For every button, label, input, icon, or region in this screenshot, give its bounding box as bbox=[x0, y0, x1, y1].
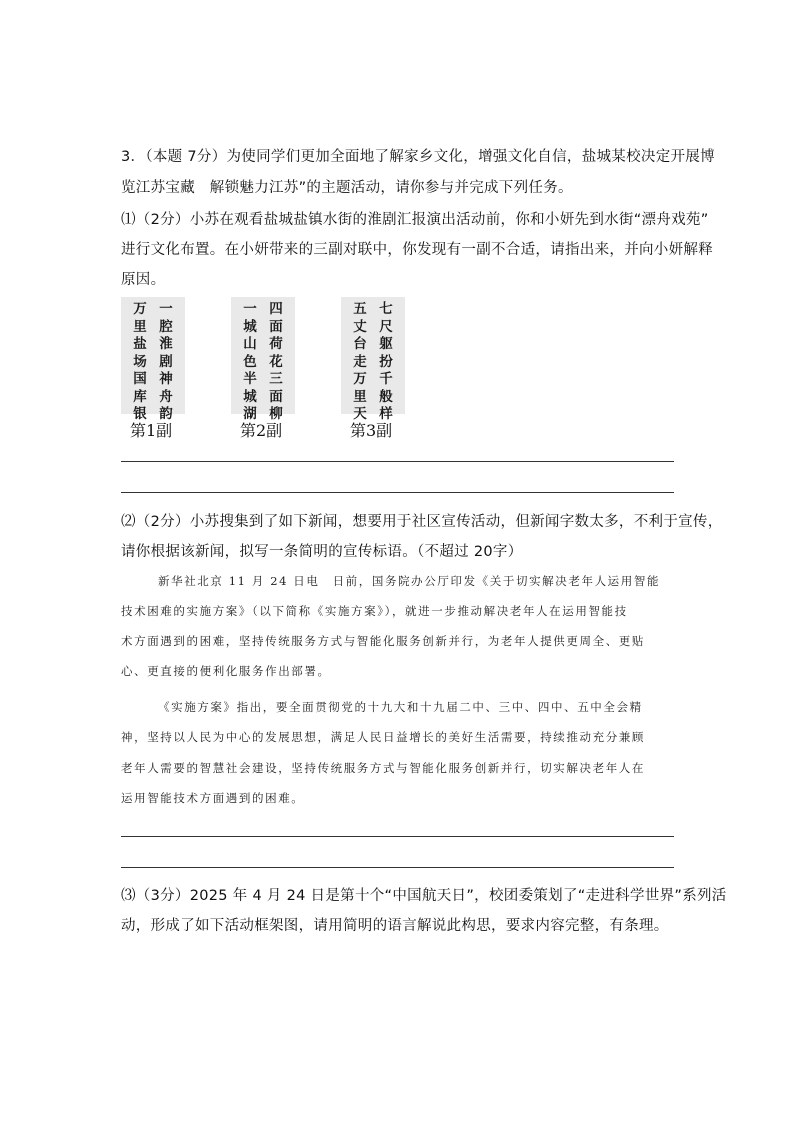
couplet-char: 荷 bbox=[269, 336, 283, 352]
couplet-char: 一 bbox=[159, 301, 173, 317]
couplet-char: 花 bbox=[269, 353, 283, 370]
couplet-char: 场 bbox=[133, 353, 147, 370]
couplet-char: 里 bbox=[353, 388, 367, 405]
couplet-caption-2: 第2副 bbox=[240, 421, 283, 440]
news-paragraph-1-line-4: 心、更直接的便利化服务作出部署。 bbox=[121, 664, 331, 678]
news-paragraph-2-line-3: 老年人需要的智慧社会建设，坚持传统服务方式与智能化服务创新并行，切实解决老年人在 bbox=[121, 761, 645, 775]
task1-line-3: 原因。 bbox=[121, 272, 166, 288]
couplet-char: 四 bbox=[269, 301, 283, 317]
couplet-char: 银 bbox=[133, 406, 147, 422]
couplet-char: 剧 bbox=[159, 353, 173, 370]
couplet-char: 般 bbox=[379, 388, 393, 405]
couplet-caption-1: 第1副 bbox=[130, 421, 173, 440]
task1-line-2: 进行文化布置。在小妍带来的三副对联中，你发现有一副不合适，请指出来，并向小妍解释 bbox=[121, 242, 713, 258]
couplet-char: 样 bbox=[379, 406, 393, 422]
news-paragraph-1-line-1: 新华社北京 11 月 24 日电 日前，国务院办公厅印发《关于切实解决老年人运用智能 bbox=[158, 574, 661, 588]
task3-line-2: 动，形成了如下活动框架图，请用简明的语言解说此构思，要求内容完整，有条理。 bbox=[121, 918, 669, 934]
couplet-char: 腔 bbox=[159, 318, 173, 335]
couplet-char: 半 bbox=[243, 371, 257, 387]
couplet-3-left-column bbox=[353, 301, 367, 422]
couplet-char: 盐 bbox=[133, 336, 147, 352]
answer-line[interactable] bbox=[121, 492, 674, 493]
couplet-caption-3: 第3副 bbox=[350, 421, 393, 440]
news-paragraph-2-line-4: 运用智能技术方面遇到的困难。 bbox=[121, 791, 305, 805]
couplet-1-left-column bbox=[133, 301, 147, 422]
couplet-3-right-column bbox=[379, 301, 393, 422]
task2-line-1: ⑵（2分）小苏搜集到了如下新闻，想要用于社区宣传活动，但新闻字数太多，不利于宣传， bbox=[121, 514, 723, 530]
couplet-char: 万 bbox=[353, 371, 367, 387]
couplet-2-left-column bbox=[243, 301, 257, 422]
couplet-char: 神 bbox=[159, 371, 173, 387]
couplet-char: 湖 bbox=[243, 406, 257, 422]
answer-line[interactable] bbox=[121, 461, 674, 462]
couplet-char: 库 bbox=[133, 388, 147, 405]
couplet-char: 万 bbox=[133, 301, 147, 317]
couplet-char: 城 bbox=[243, 388, 257, 405]
couplet-char: 柳 bbox=[269, 406, 283, 422]
task1-line-1: ⑴（2分）小苏在观看盐城盐镇水街的淮剧汇报演出活动前，你和小妍先到水街“漂舟戏苑” bbox=[121, 212, 709, 228]
couplet-char: 三 bbox=[269, 371, 283, 387]
couplet-2-right-column bbox=[269, 301, 283, 422]
couplet-image-1 bbox=[121, 297, 185, 422]
couplet-image-2 bbox=[231, 297, 295, 422]
question-intro-line-2: 览江苏宝藏 解锁魅力江苏”的主题活动，请你参与并完成下列任务。 bbox=[121, 180, 573, 196]
couplet-char: 走 bbox=[353, 353, 367, 370]
news-paragraph-2-line-1: 《实施方案》指出，要全面贯彻党的十九大和十九届二中、三中、四中、五中全会精 bbox=[158, 700, 643, 714]
couplet-char: 国 bbox=[133, 371, 147, 387]
couplet-char: 淮 bbox=[159, 336, 173, 352]
couplet-char: 丈 bbox=[353, 318, 367, 335]
couplet-char: 色 bbox=[243, 353, 257, 370]
couplet-char: 里 bbox=[133, 318, 147, 335]
couplet-char: 扮 bbox=[379, 353, 393, 370]
news-paragraph-1-line-2: 技术困难的实施方案》（以下简称《实施方案》），就进一步推动解决老年人在运用智能技 bbox=[121, 604, 628, 618]
news-paragraph-1-line-3: 术方面遇到的困难，坚持传统服务方式与智能化服务创新并行，为老年人提供更周全、更贴 bbox=[121, 634, 645, 648]
couplet-char: 五 bbox=[353, 301, 367, 317]
couplet-char: 尺 bbox=[379, 318, 393, 335]
couplet-char: 山 bbox=[243, 336, 257, 352]
couplet-image-3 bbox=[341, 297, 405, 422]
task2-line-2: 请你根据该新闻，拟写一条简明的宣传标语。（不超过 20字） bbox=[121, 544, 523, 560]
couplet-char: 韵 bbox=[159, 406, 173, 422]
question-intro-line-1: 3．（本题 7分）为使同学们更加全面地了解家乡文化，增强文化自信，盐城某校决定开展博 bbox=[121, 149, 715, 165]
couplet-char: 天 bbox=[353, 406, 367, 422]
couplet-char: 舟 bbox=[159, 388, 173, 405]
couplet-char: 千 bbox=[379, 371, 393, 387]
couplet-char: 面 bbox=[269, 318, 283, 335]
answer-line[interactable] bbox=[121, 836, 674, 837]
answer-line[interactable] bbox=[121, 867, 674, 868]
couplet-char: 台 bbox=[353, 336, 367, 352]
couplet-1-right-column bbox=[159, 301, 173, 422]
couplet-char: 城 bbox=[243, 318, 257, 335]
couplet-char: 面 bbox=[269, 388, 283, 405]
couplet-char: 七 bbox=[379, 301, 393, 317]
couplet-char: 一 bbox=[243, 301, 257, 317]
task3-line-1: ⑶（3分）2025 年 4 月 24 日是第十个“中国航天日”，校团委策划了“走进科学世界”系列活 bbox=[121, 888, 727, 904]
couplet-char: 躯 bbox=[379, 336, 393, 352]
news-paragraph-2-line-2: 神，坚持以人民为中心的发展思想，满足人民日益增长的美好生活需要，持续推动充分兼顾 bbox=[121, 730, 645, 744]
